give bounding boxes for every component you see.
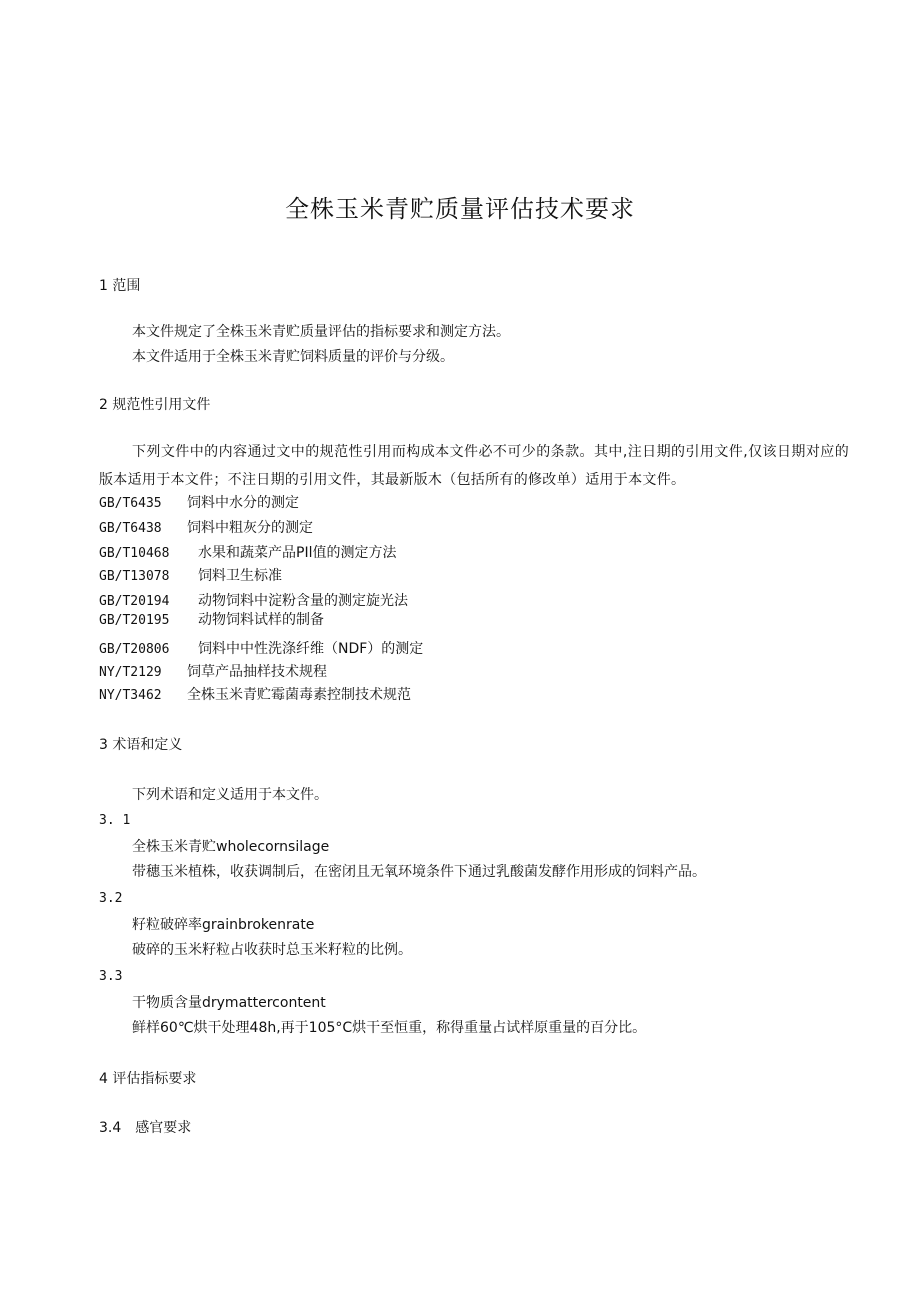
reference-name: 动物饲料试样的制备 [198,612,324,628]
reference-code: GB/T10468 [99,546,170,561]
scope-line-1: 本文件规定了全株玉米青贮质量评估的指标要求和测定方法。 [132,324,510,340]
term-number: 3. 1 [99,813,131,828]
term-number: 3.2 [99,891,123,906]
reference-code: NY/T3462 [99,688,162,703]
reference-name: 饲料中中性洗涤纤维（NDF）的测定 [198,641,424,657]
reference-item [99,519,313,538]
reference-name: 饲料卫生标准 [198,568,282,584]
normative-references-intro: 下列文件中的内容通过文中的规范性引用而构成本文件必不可少的条款。其中,注日期的引用文件,仅该日期对应的版本适用于本文件；不注日期的引用文件，其最新版木（包括所有的修改单）适用于本文件。 [99,444,849,488]
term-name: 全株玉米青贮wholecornsilage [132,839,330,855]
document-title: 全株玉米青贮质量评估技术要求 [285,195,635,223]
subsection-heading-sensory: 3.4 感官要求 [99,1120,192,1136]
term-definition: 破碎的玉米籽粒占收获时总玉米籽粒的比例。 [132,942,412,958]
term-definition: 鲜样60℃烘干处理48h,再于105°C烘干至恒重，称得重量占试样原重量的百分比。 [132,1020,647,1036]
reference-name: 全株玉米青贮霉菌毒素控制技术规范 [187,687,411,703]
reference-name: 饲草产品抽样技术规程 [187,664,327,680]
reference-item [99,544,397,563]
reference-code: GB/T20194 [99,594,170,609]
term-name: 干物质含量drymattercontent [132,995,326,1011]
reference-item [99,592,408,611]
reference-code: GB/T20806 [99,642,170,657]
section-heading-normative-references: 2 规范性引用文件 [99,397,211,413]
reference-code: NY/T2129 [99,665,162,680]
reference-item [99,663,327,682]
reference-name: 饲料中水分的测定 [187,495,299,511]
reference-item [99,640,424,659]
term-definition: 带穗玉米植株，收获调制后，在密闭且无氧环境条件下通过乳酸菌发酵作用形成的饲料产品。 [132,864,706,880]
terms-intro: 下列术语和定义适用于本文件。 [132,787,328,803]
term-name: 籽粒破碎率grainbrokenrate [132,917,315,933]
section-heading-evaluation: 4 评估指标要求 [99,1071,197,1087]
reference-item [99,686,411,705]
term-number: 3.3 [99,969,123,984]
reference-name: 水果和蔬菜产品PIl值的测定方法 [198,545,397,561]
reference-code: GB/T6438 [99,521,162,536]
section-heading-scope: 1 范围 [99,278,141,294]
reference-name: 动物饲料中淀粉含量的测定旋光法 [198,593,408,609]
section-heading-terms: 3 术语和定义 [99,737,183,753]
reference-code: GB/T6435 [99,496,162,511]
reference-item [99,611,324,630]
reference-item [99,494,299,513]
reference-code: GB/T20195 [99,613,170,628]
reference-code: GB/T13078 [99,569,170,584]
reference-item [99,567,282,586]
reference-name: 饲料中粗灰分的测定 [187,520,313,536]
scope-line-2: 本文件适用于全株玉米青贮饲料质量的评价与分级。 [132,349,454,365]
